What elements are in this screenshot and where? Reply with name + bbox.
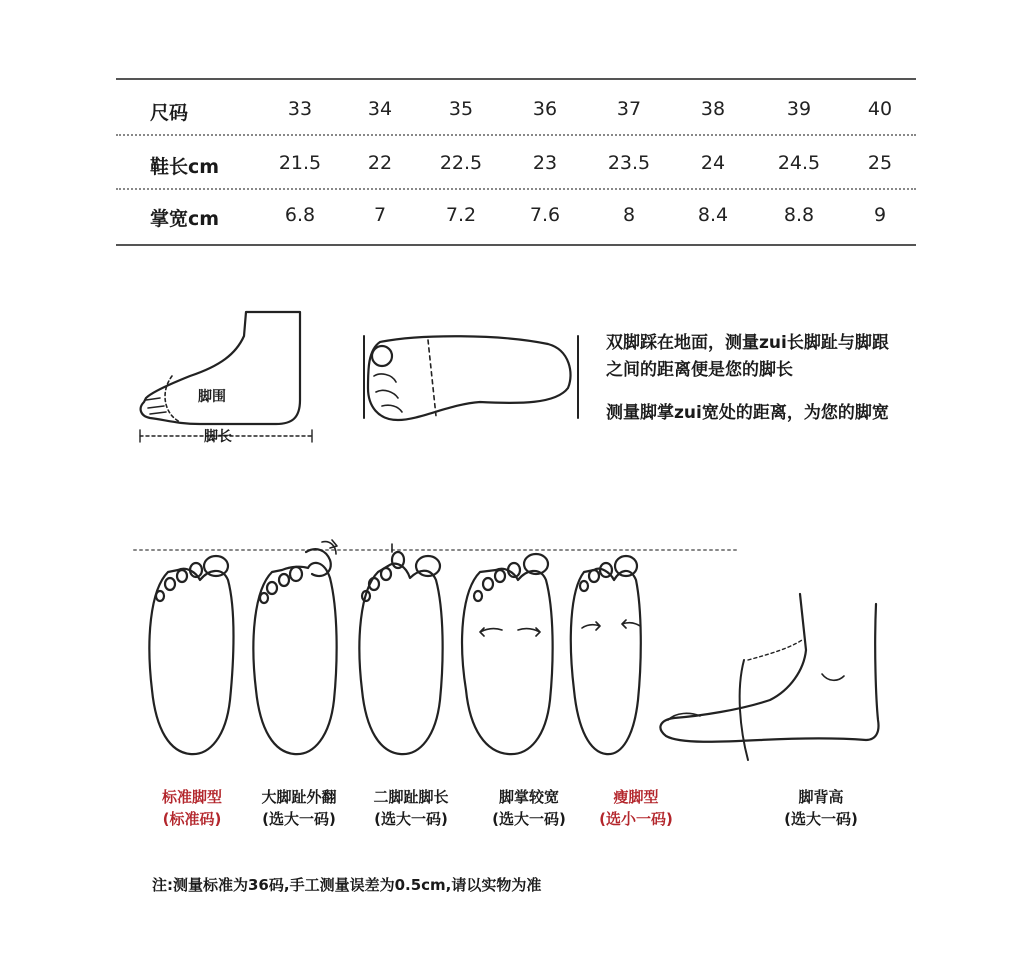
width-36: 7.6 <box>529 204 561 226</box>
width-38: 8.4 <box>697 204 729 226</box>
foot-high-instep-icon <box>660 594 878 760</box>
foot-type-advice: (标准码) <box>162 810 222 828</box>
length-37: 23.5 <box>607 152 651 174</box>
width-33: 6.8 <box>284 204 316 226</box>
foot-type-label <box>586 786 686 830</box>
width-34: 7 <box>373 204 387 226</box>
foot-bunion-icon <box>253 540 337 754</box>
size-39: 39 <box>786 98 812 120</box>
size-35: 35 <box>448 98 474 120</box>
instruction-length-line1: 双脚踩在地面，测量zui长脚趾与脚跟 <box>606 333 889 353</box>
instruction-width: 测量脚掌zui宽处的距离，为您的脚宽 <box>606 403 889 423</box>
foot-girth-label: 脚围 <box>198 389 226 405</box>
foot-type-advice: (选小一码) <box>599 810 673 828</box>
foot-standard-icon <box>149 556 233 754</box>
width-35: 7.2 <box>445 204 477 226</box>
width-40: 9 <box>873 204 887 226</box>
foot-type-advice: (选大一码) <box>492 810 566 828</box>
foot-type-name: 标准脚型 <box>161 788 222 806</box>
foot-type-name: 脚背高 <box>798 788 844 806</box>
foot-type-label <box>142 786 242 830</box>
foot-side-measure-icon <box>140 312 312 442</box>
length-33: 21.5 <box>278 152 322 174</box>
length-40: 25 <box>867 152 893 174</box>
foot-type-advice: (选大一码) <box>374 810 448 828</box>
size-38: 38 <box>700 98 726 120</box>
foot-long-second-toe-icon <box>359 544 442 754</box>
foot-type-label <box>356 786 466 830</box>
foot-type-advice: (选大一码) <box>784 810 858 828</box>
foot-type-label <box>474 786 584 830</box>
length-36: 23 <box>532 152 558 174</box>
instruction-length-line2: 之间的距离便是您的脚长 <box>606 360 793 380</box>
size-33: 33 <box>287 98 313 120</box>
foot-type-name: 大脚趾外翻 <box>261 788 337 806</box>
size-34: 34 <box>367 98 393 120</box>
width-37: 8 <box>622 204 636 226</box>
foot-top-measure-icon <box>364 336 578 420</box>
foot-type-name: 二脚趾脚长 <box>373 788 449 806</box>
instruction-length <box>606 330 889 384</box>
foot-wide-icon <box>462 554 553 754</box>
foot-length-label: 脚长 <box>204 429 232 445</box>
length-39: 24.5 <box>777 152 821 174</box>
foot-narrow-icon <box>571 556 641 754</box>
foot-type-name: 脚掌较宽 <box>498 788 559 806</box>
length-38: 24 <box>700 152 726 174</box>
length-35: 22.5 <box>439 152 483 174</box>
foot-type-advice: (选大一码) <box>262 810 336 828</box>
foot-type-name: 瘦脚型 <box>613 788 659 806</box>
foot-type-label <box>766 786 876 830</box>
row-header-width: 掌宽cm <box>150 208 220 230</box>
row-header-size: 尺码 <box>150 102 189 124</box>
length-34: 22 <box>367 152 393 174</box>
foot-type-label <box>244 786 354 830</box>
measurement-note: 注:测量标准为36码,手工测量误差为0.5cm,请以实物为准 <box>152 876 542 894</box>
size-40: 40 <box>867 98 893 120</box>
row-header-length: 鞋长cm <box>150 156 220 178</box>
width-39: 8.8 <box>783 204 815 226</box>
size-36: 36 <box>532 98 558 120</box>
size-37: 37 <box>616 98 642 120</box>
